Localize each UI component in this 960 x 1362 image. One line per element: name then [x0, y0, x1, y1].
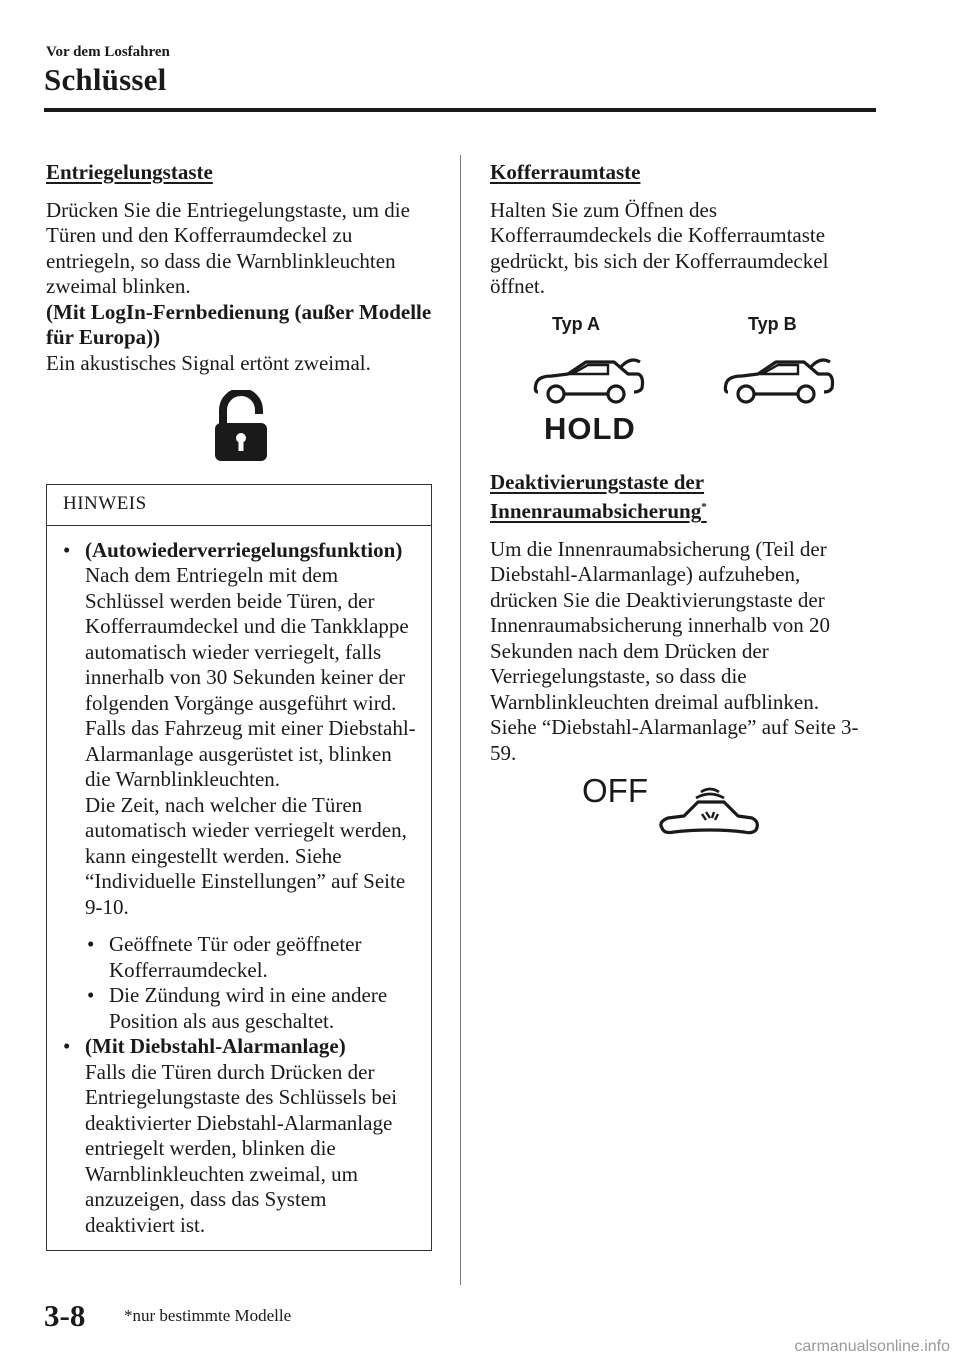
- title-rule: [44, 108, 876, 112]
- note-item-text: Nach dem Entriegeln mit dem Schlüssel werden beide Türen, der Kofferraumdeckel und die Tankklappe automatisch wieder verriegelt, falls innerhalb von 30 Sekunden keiner der folgenden Vorgänge ausgeführt wird. Falls das Fahrzeug mit einer Diebstahl-Alarmanlage ausgerüstet ist, blinken die Warnblinkleuchten.: [85, 563, 416, 791]
- login-condition-text: Ein akustisches Signal ertönt zweimal.: [46, 350, 371, 375]
- trunk-open-icon: [720, 352, 836, 412]
- bullet-mark: •: [63, 1034, 71, 1058]
- type-a-label: Typ A: [552, 313, 600, 334]
- unlock-icon: [211, 390, 271, 464]
- note-box: [46, 484, 432, 1251]
- intrusion-off-symbol: [490, 774, 890, 854]
- sub-bullet-item: • Geöffnete Tür oder geöffneter Kofferraumdeckel.: [87, 932, 362, 982]
- trunk-paragraph: Halten Sie zum Öffnen des Kofferraumdeckels die Kofferraumtaste gedrückt, bis sich der Kofferraumdeckel öffnet.: [490, 197, 829, 298]
- section-label: Vor dem Losfahren: [46, 44, 170, 60]
- sub-bullet-list: [85, 932, 421, 1034]
- right-column: [490, 160, 890, 854]
- footnote: *nur bestimmte Modelle: [124, 1306, 292, 1325]
- hold-label: HOLD: [544, 410, 636, 446]
- trunk-open-icon: [530, 352, 646, 412]
- trunk-button-heading: Kofferraumtaste: [490, 160, 641, 184]
- note-header: HINWEIS: [47, 485, 431, 526]
- column-divider: [460, 155, 461, 1285]
- note-item: [63, 538, 421, 1035]
- note-item-text: Die Zeit, nach welcher die Türen automatisch wieder verriegelt werden, kann eingestellt werden. Siehe “Individuelle Einstellungen” auf Seite 9-10.: [85, 792, 407, 919]
- bullet-mark: •: [63, 537, 71, 562]
- note-item-title: (Autowiederverriegelungsfunktion): [85, 537, 403, 562]
- intrusion-paragraph: Um die Innenraumabsicherung (Teil der Diebstahl-Alarmanlage) aufzuheben, drücken Sie die Deaktivierungstaste der Innenraumabsicherung innerhalb von 20 Sekunden nach dem Drücken der Verriegelungstaste, so dass die Warnblinkleuchten dreimal aufblinken. Siehe “Diebstahl-Alarmanlage” auf Seite 3-59.: [490, 536, 859, 765]
- intrusion-button-heading: Deaktivierungstaste der Innenraumabsicherung*: [490, 469, 707, 523]
- note-body: [47, 526, 431, 1251]
- unlock-button-heading: Entriegelungstaste: [46, 160, 213, 184]
- bullet-mark: •: [87, 932, 95, 956]
- watermark: carmanualsonline.info: [794, 1338, 950, 1355]
- off-label: OFF: [582, 772, 648, 809]
- sub-bullet-item: • Die Zündung wird in eine andere Position als aus geschaltet.: [87, 983, 388, 1033]
- type-b-label: Typ B: [748, 313, 797, 334]
- bullet-mark: •: [87, 983, 95, 1007]
- left-column: [46, 160, 436, 1251]
- page-title: Schlüssel: [44, 62, 167, 97]
- footnote-mark: *: [701, 501, 707, 513]
- unlock-symbol: [46, 390, 436, 464]
- login-condition: (Mit LogIn-Fernbedienung (außer Modelle für Europa)): [46, 299, 432, 349]
- car-sensor-icon: [658, 784, 760, 846]
- trunk-symbols: [490, 304, 890, 466]
- note-item-title: (Mit Diebstahl-Alarmanlage): [85, 1034, 346, 1058]
- unlock-paragraph: Drücken Sie die Entriegelungstaste, um die Türen und den Kofferraumdeckel zu entriegeln, so dass die Warnblinkleuchten zweimal blinken.: [46, 197, 410, 298]
- note-item: [63, 1034, 421, 1238]
- note-item-text: Falls die Türen durch Drücken der Entriegelungstaste des Schlüssels bei deaktivierter Diebstahl-Alarmanlage entriegelt werden, blinken die Warnblinkleuchten zweimal, um anzuzeigen, dass das System deaktiviert ist.: [85, 1059, 398, 1237]
- page-number: 3-8: [44, 1298, 86, 1333]
